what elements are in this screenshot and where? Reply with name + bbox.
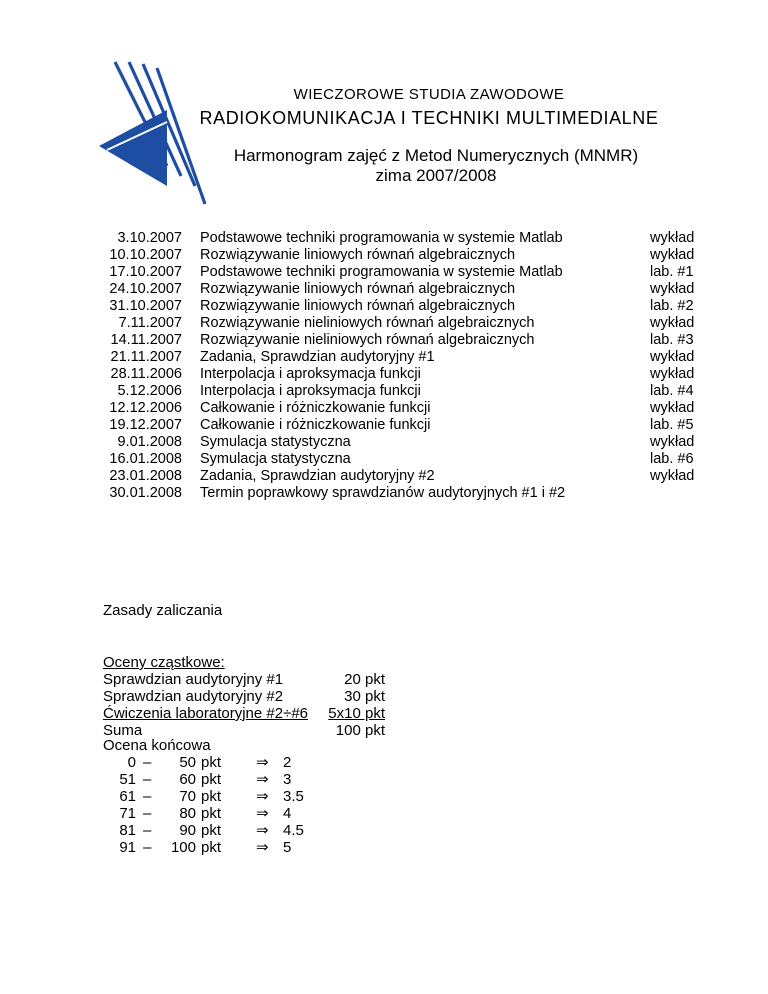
schedule-title: Harmonogram zajęć z Metod Numerycznych (MNMR) — [233, 146, 639, 165]
grade-value: 3 — [283, 771, 292, 788]
schedule-type: lab. #2 — [650, 298, 694, 314]
partial-grades-title-row — [103, 654, 385, 671]
schedule-row — [100, 417, 700, 434]
schedule-row — [100, 247, 700, 264]
schedule-topic: Rozwiązywanie liniowych równań algebraicznych — [200, 281, 516, 297]
partial-grades-title: Oceny cząstkowe: — [103, 654, 225, 671]
range-from: 61 — [119, 788, 136, 805]
schedule-date: 19.12.2007 — [109, 417, 182, 433]
schedule-date: 30.01.2008 — [109, 485, 182, 501]
schedule-topic: Termin poprawkowy sprawdzianów audytoryjnych #1 i #2 — [200, 485, 566, 501]
schedule-type: wykład — [650, 315, 695, 331]
range-dash: – — [143, 788, 152, 805]
range-dash: – — [143, 771, 152, 788]
schedule-date: 21.11.2007 — [110, 349, 182, 365]
schedule-type: lab. #3 — [650, 332, 694, 348]
schedule-row — [100, 366, 700, 383]
schedule-date: 14.11.2007 — [110, 332, 182, 348]
partial-grade-row — [103, 671, 385, 688]
final-grade-row — [103, 822, 304, 839]
final-grade-table — [103, 737, 304, 856]
implies-icon: ⇒ — [256, 788, 269, 805]
schedule-date: 3.10.2007 — [117, 230, 182, 246]
schedule-topic: Symulacja statystyczna — [200, 451, 351, 467]
schedule-type — [650, 485, 700, 502]
partial-grade-label: Ćwiczenia laboratoryjne #2÷#6 — [103, 705, 309, 722]
schedule-topic: Zadania, Sprawdzian audytoryjny #2 — [200, 468, 435, 484]
schedule-topic: Całkowanie i różniczkowanie funkcji — [200, 417, 431, 433]
range-unit: pkt — [201, 788, 222, 805]
schedule-topic: Podstawowe techniki programowania w systemie Matlab — [200, 230, 563, 246]
schedule-row — [100, 400, 700, 417]
schedule-type: lab. #4 — [650, 383, 694, 399]
schedule-type: wykład — [650, 230, 695, 246]
schedule-date: 24.10.2007 — [109, 281, 182, 297]
schedule-type: wykład — [650, 247, 695, 263]
partial-grade-points: 5x10 pkt — [328, 705, 385, 722]
schedule-topic: Zadania, Sprawdzian audytoryjny #1 — [200, 349, 435, 365]
range-from: 0 — [127, 754, 136, 771]
schedule-row — [100, 298, 700, 315]
schedule-date: 7.11.2007 — [118, 315, 182, 331]
range-to: 90 — [179, 822, 196, 839]
schedule-type: wykład — [650, 468, 695, 484]
schedule-topic: Rozwiązywanie liniowych równań algebraicznych — [200, 247, 516, 263]
schedule-row — [100, 451, 700, 468]
final-grade-row — [103, 805, 292, 822]
grade-value: 5 — [283, 839, 292, 856]
grade-value: 2 — [283, 754, 292, 771]
schedule-date: 5.12.2006 — [117, 383, 182, 399]
range-to: 50 — [179, 754, 196, 771]
schedule-topic: Rozwiązywanie nieliniowych równań algebraicznych — [200, 332, 535, 348]
range-from: 91 — [119, 839, 136, 856]
implies-icon: ⇒ — [256, 839, 269, 856]
range-unit: pkt — [201, 754, 222, 771]
schedule-date: 23.01.2008 — [109, 468, 182, 484]
range-dash: – — [143, 822, 152, 839]
schedule-date: 10.10.2007 — [109, 247, 182, 263]
range-dash: – — [143, 805, 152, 822]
partial-grade-points: 30 pkt — [344, 688, 385, 705]
semester: zima 2007/2008 — [375, 166, 497, 185]
grade-value: 3.5 — [283, 788, 304, 805]
range-unit: pkt — [201, 805, 222, 822]
implies-icon: ⇒ — [256, 805, 269, 822]
grade-value: 4 — [283, 805, 292, 822]
schedule-date: 31.10.2007 — [109, 298, 182, 314]
partial-grade-points: 20 pkt — [344, 671, 385, 688]
schedule-topic: Interpolacja i aproksymacja funkcji — [200, 366, 421, 382]
faculty-name: RADIOKOMUNIKACJA I TECHNIKI MULTIMEDIALNE — [199, 108, 659, 128]
schedule-row — [100, 349, 700, 366]
implies-icon: ⇒ — [256, 754, 269, 771]
schedule-table — [100, 230, 700, 502]
range-to: 70 — [179, 788, 196, 805]
schedule-row — [100, 332, 700, 349]
rules-title: Zasady zaliczania — [103, 602, 223, 619]
schedule-type: lab. #6 — [650, 451, 694, 467]
implies-icon: ⇒ — [256, 771, 269, 788]
schedule-date: 9.01.2008 — [117, 434, 182, 450]
range-unit: pkt — [201, 771, 222, 788]
schedule-type: wykład — [650, 434, 695, 450]
partial-grade-label: Sprawdzian audytoryjny #1 — [103, 671, 284, 688]
schedule-row — [100, 281, 700, 298]
schedule-type: wykład — [650, 366, 695, 382]
school-name: WIECZOROWE STUDIA ZAWODOWE — [293, 86, 565, 103]
schedule-row — [100, 230, 700, 247]
schedule-type: wykład — [650, 349, 695, 365]
final-grade-row — [103, 754, 292, 771]
partial-grade-row — [103, 705, 385, 722]
implies-icon: ⇒ — [256, 822, 269, 839]
schedule-row — [100, 383, 700, 400]
final-grade-row — [103, 788, 304, 805]
range-to: 100 — [170, 839, 196, 856]
partial-grade-row — [103, 688, 385, 705]
schedule-row — [100, 485, 700, 502]
range-unit: pkt — [201, 822, 222, 839]
schedule-row — [100, 264, 700, 281]
final-grade-title: Ocena końcowa — [103, 737, 211, 754]
partial-grade-label: Suma — [103, 722, 143, 739]
schedule-topic: Interpolacja i aproksymacja funkcji — [200, 383, 421, 399]
range-from: 71 — [119, 805, 136, 822]
schedule-date: 16.01.2008 — [109, 451, 182, 467]
schedule-topic: Całkowanie i różniczkowanie funkcji — [200, 400, 431, 416]
schedule-row — [100, 315, 700, 332]
partial-grades — [103, 654, 385, 739]
range-from: 51 — [119, 771, 136, 788]
schedule-row — [100, 434, 700, 451]
schedule-topic: Podstawowe techniki programowania w systemie Matlab — [200, 264, 563, 280]
schedule-type: wykład — [650, 400, 695, 416]
range-from: 81 — [119, 822, 136, 839]
partial-grade-points: 100 pkt — [335, 722, 385, 739]
range-dash: – — [143, 839, 152, 856]
range-to: 60 — [179, 771, 196, 788]
schedule-date: 17.10.2007 — [109, 264, 182, 280]
range-unit: pkt — [201, 839, 222, 856]
schedule-topic: Rozwiązywanie nieliniowych równań algebraicznych — [200, 315, 535, 331]
schedule-row — [100, 468, 700, 485]
schedule-date: 28.11.2006 — [110, 366, 182, 382]
grade-value: 4.5 — [283, 822, 304, 839]
schedule-type: wykład — [650, 281, 695, 297]
range-dash: – — [143, 754, 152, 771]
schedule-topic: Rozwiązywanie liniowych równań algebraicznych — [200, 298, 516, 314]
range-to: 80 — [179, 805, 196, 822]
schedule-date: 12.12.2006 — [109, 400, 182, 416]
schedule-topic: Symulacja statystyczna — [200, 434, 351, 450]
schedule-type: lab. #5 — [650, 417, 694, 433]
schedule-type: lab. #1 — [650, 264, 694, 280]
final-grade-row — [103, 839, 292, 856]
final-grade-row — [103, 771, 292, 788]
partial-grade-label: Sprawdzian audytoryjny #2 — [103, 688, 284, 705]
